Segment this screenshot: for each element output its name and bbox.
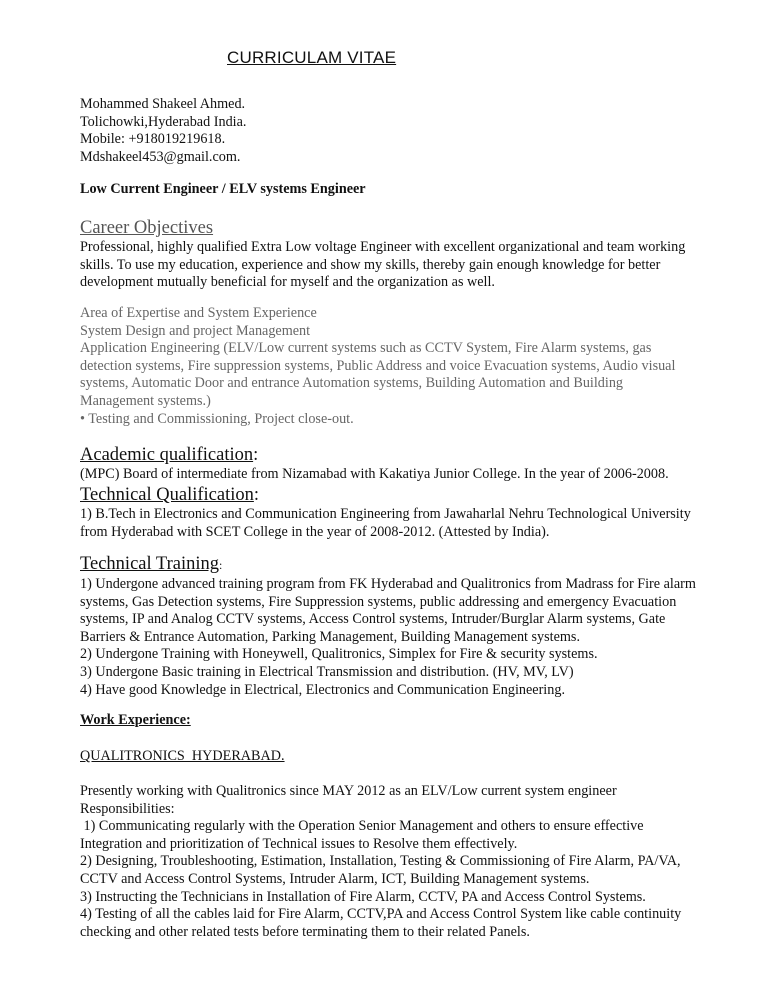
work-line: checking and other related tests before terminating them to their related Panels. xyxy=(80,923,530,940)
academic-section xyxy=(80,444,750,484)
academic-heading-text: Academic qualification xyxy=(80,445,254,465)
work-line: CCTV and Access Control Systems, Intruder Alarm, ICT, Building Management systems. xyxy=(80,870,590,887)
expertise-line: • Testing and Commissioning, Project close-out. xyxy=(80,410,354,427)
academic-line: (MPC) Board of intermediate from Nizamabad with Kakatiya Junior College. In the year of 2006-2008. xyxy=(80,466,669,482)
work-section xyxy=(80,783,750,941)
work-line: Responsibilities: xyxy=(80,800,175,817)
technical-qualification-colon: : xyxy=(253,485,260,505)
training-line: systems, Gas Detection systems, Fire Suppression systems, public addressing and emergency Evacuation xyxy=(80,593,677,610)
technical-qualification-section xyxy=(80,484,750,541)
work-line: 2) Designing, Troubleshooting, Estimation, Installation, Testing & Commissioning of Fire Alarm, PA/VA, xyxy=(80,853,681,870)
contact-mobile: Mobile: +918019219618. xyxy=(80,131,226,148)
expertise-line: Application Engineering (ELV/Low current systems such as CCTV System, Fire Alarm systems, gas xyxy=(80,340,652,357)
training-section xyxy=(80,553,750,699)
document-title: CURRICULAM VITAE xyxy=(227,48,397,67)
contact-address: Tolichowki,Hyderabad India. xyxy=(80,113,247,130)
expertise-section xyxy=(80,305,750,428)
work-line: 3) Instructing the Technicians in Installation of Fire Alarm, CCTV, PA and Access Control Systems. xyxy=(80,888,646,905)
technical-qualification-heading xyxy=(80,484,750,506)
training-heading-text: Technical Training xyxy=(80,554,219,574)
work-heading: Work Experience: xyxy=(80,712,191,728)
career-line: skills. To use my education, experience and show my skills, thereby gain enough knowledge for better xyxy=(80,256,661,273)
expertise-line: systems, Automatic Door and entrance Automation systems, Building Automation and Building xyxy=(80,375,624,392)
contact-name: Mohammed Shakeel Ahmed. xyxy=(80,96,246,112)
expertise-line: System Design and project Management xyxy=(80,322,311,339)
work-line: 4) Testing of all the cables laid for Fire Alarm, CCTV,PA and Access Control System like cable continuity xyxy=(80,906,682,923)
work-line: Presently working with Qualitronics since MAY 2012 as an ELV/Low current system engineer xyxy=(80,783,617,799)
work-heading-line xyxy=(80,712,750,730)
technical-qualification-heading-text: Technical Qualification xyxy=(80,485,254,505)
contact-block xyxy=(80,96,750,166)
career-section xyxy=(80,217,750,292)
work-line: 1) Communicating regularly with the Operation Senior Management and others to ensure effective xyxy=(80,818,644,835)
training-heading-colon: : xyxy=(218,558,223,572)
work-line: Integration and prioritization of Technical issues to Resolve them effectively. xyxy=(80,835,518,852)
training-line: 1) Undergone advanced training program from FK Hyderabad and Qualitronics from Madrass for Fire alarm xyxy=(80,576,696,592)
company-name: QUALITRONICS HYDERABAD. xyxy=(80,748,285,764)
training-heading xyxy=(80,553,750,576)
contact-email: Mdshakeel453@gmail.com. xyxy=(80,148,241,165)
career-heading: Career Objectives xyxy=(80,218,214,238)
qualification-line: from Hyderabad with SCET College in the year of 2008-2012. (Attested by India). xyxy=(80,523,550,540)
training-line: 2) Undergone Training with Honeywell, Qualitronics, Simplex for Fire & security systems. xyxy=(80,646,598,663)
expertise-line: Area of Expertise and System Experience xyxy=(80,305,317,321)
expertise-line: Management systems.) xyxy=(80,392,211,409)
role-line xyxy=(80,181,750,199)
career-line: Professional, highly qualified Extra Low voltage Engineer with excellent organizational and team working xyxy=(80,239,686,255)
career-line: development mutually beneficial for myself and the organization as well. xyxy=(80,274,495,291)
academic-heading-colon: : xyxy=(253,445,259,465)
qualification-line: 1) B.Tech in Electronics and Communication Engineering from Jawaharlal Nehru Technological University xyxy=(80,506,691,522)
role-title: Low Current Engineer / ELV systems Engineer xyxy=(80,181,366,197)
training-line: Barriers & Entrance Automation, Parking Management, Building Management systems. xyxy=(80,628,581,645)
academic-heading xyxy=(80,444,750,466)
training-line: 4) Have good Knowledge in Electrical, Electronics and Communication Engineering. xyxy=(80,681,565,698)
expertise-line: detection systems, Fire suppression systems, Public Address and voice Evacuation systems, Audio visual xyxy=(80,357,676,374)
training-line: systems, IP and Analog CCTV systems, Access Control systems, Intruder/Burglar Alarm systems, Gate xyxy=(80,611,666,628)
company-line xyxy=(80,748,750,766)
training-line: 3) Undergone Basic training in Electrical Transmission and distribution. (HV, MV, LV) xyxy=(80,663,574,680)
